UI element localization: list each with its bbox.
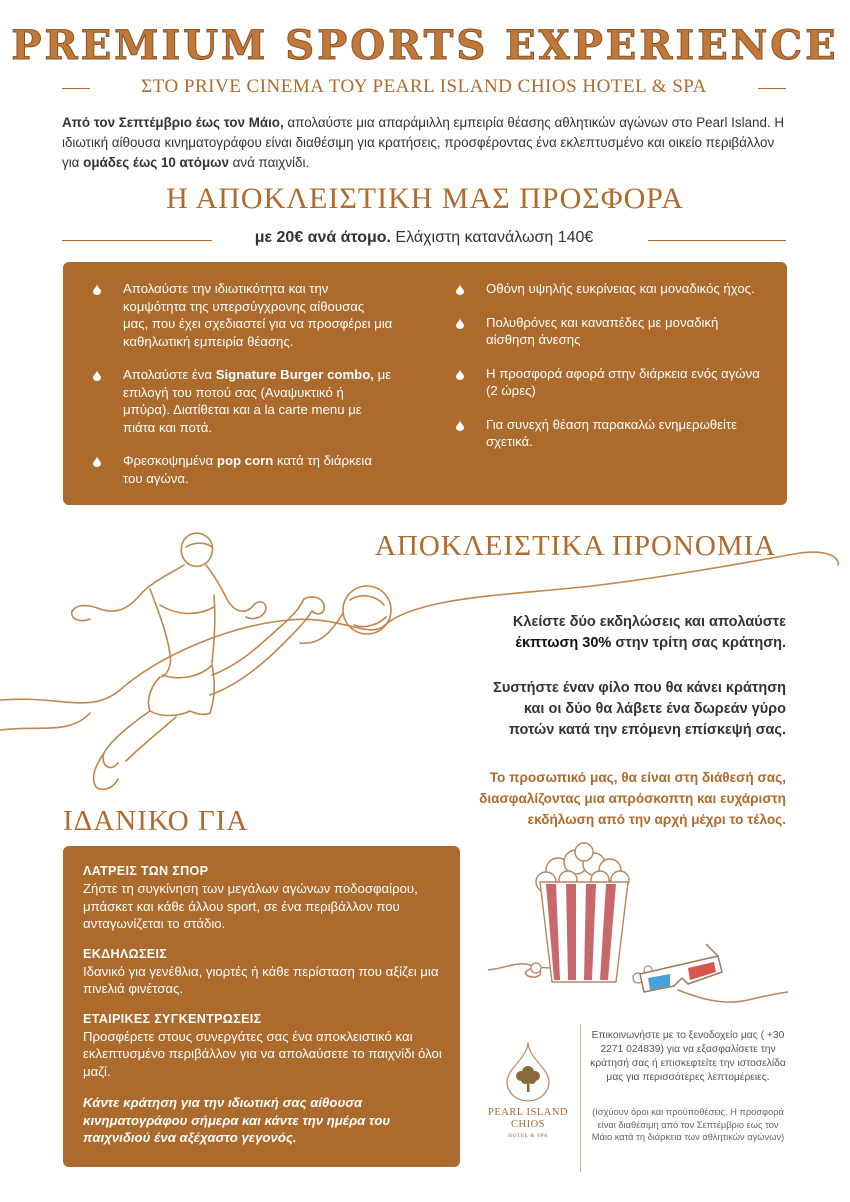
intro-bold-1: Από τον Σεπτέμβριο έως τον Μάιο, [62,115,284,130]
ideal-box [63,846,460,1167]
price-banner [62,228,786,252]
logo-name-line2: CHIOS [510,1119,545,1130]
offer-item-text: (2 ώρες) [486,383,536,398]
logo-name-line1: PEARL ISLAND [488,1107,568,1118]
contact-text: Επικοινωνήστε με το ξενοδοχείο μας ( +30 2271 024839) για να εξασφαλίσετε την κράτησή σας ή επισκεφτείτε την ιστοσελίδα μας για περισσότερες λεπτομέρειες. [590,1030,786,1083]
ideal-block-title: ΕΚΔΗΛΩΣΕΙΣ [83,946,168,961]
subtitle-rule-right [758,88,786,89]
ideal-block-events [83,947,443,998]
footer-divider [580,1024,581,1172]
price-rule-right [648,240,786,241]
terms-text: (Ισχύουν όροι και προϋποθέσεις. Η προσφορά είναι διαθέσιμη από τον Σεπτέμβριο έως τον Μάιο κατά τη διάρκεια των αθλητικών αγώνων) [591,1107,785,1142]
offer-item-text: Απολαύστε την ιδιωτικότητα και την κομψότητα της υπερσύγχρονης αίθουσας μας, που έχει σχεδιαστεί για να προσφέρει μια καθηλωτική εμπειρία θέασης. [123,281,393,349]
privilege-line: και οι δύο θα λάβετε ένα δωρεάν γύρο [523,701,786,717]
privileges-heading: ΑΠΟΚΛΕΙΣΤΙΚΑ ΠΡΟΝΟΜΙΑ [375,530,777,562]
offer-item-text: Για συνεχή θέαση παρακαλώ ενημερωθείτε σχετικά. [486,416,738,449]
ideal-block-corporate [83,1012,443,1081]
ideal-block-sports [83,864,443,933]
offer-item [93,280,393,350]
pearl-tree-icon [503,1040,553,1102]
offer-item [456,365,762,400]
ideal-block-text: Ιδανικό για γενέθλια, γιορτές ή κάθε περίσταση που αξίζει μια πινελιά φινέτσας. [83,963,439,996]
page-title: PREMIUM SPORTS EXPERIENCE [11,22,839,69]
offer-right-column [456,280,762,467]
offer-item-text: Οθόνη υψηλής ευκρίνειας και μοναδικός ήχος. [486,281,755,296]
ideal-block-text: Ζήστε τη συγκίνηση των μεγάλων αγώνων ποδοσφαίρου, μπάσκετ και κάθε άλλου sport, σε ένα περιβάλλον που ανταγωνίζεται το στάδιο. [83,881,418,931]
price-bold: με 20€ ανά άτομο. [254,229,391,246]
pearl-tree-logo [488,1040,568,1139]
subtitle: ΣΤΟ PRIVE CINEMA ΤΟΥ PEARL ISLAND CHIOS HOTEL & SPA [141,76,707,97]
intro-text-2: ανά παιχνίδι. [228,155,310,170]
offer-item [93,452,393,487]
privilege-line [430,633,786,654]
offer-item [456,314,762,349]
ideal-block-text: Προσφέρετε στους συνεργάτες σας ένα αποκλειστικό και εκλεπτυσμένο περιβάλλον για να απολαύσετε το παιχνίδι όλοι μαζί. [83,1028,442,1079]
drop-bullet-icon [456,369,464,380]
drop-bullet-icon [456,420,464,431]
offer-box [63,262,787,505]
offer-item-text: κατά τη διάρκεια του αγώνα. [123,453,372,486]
offer-item-bold: Signature Burger combo, [215,367,374,382]
privilege-discount [430,612,786,654]
privilege-line: ποτών κατά την επόμενη επίσκεψή σας. [508,722,786,738]
drop-bullet-icon [93,456,101,467]
offer-item [93,366,393,436]
offer-item-text: Πολυθρόνες και καναπέδες με μοναδική αίσθηση άνεσης [486,314,719,347]
drop-bullet-icon [93,284,101,295]
offer-heading: Η ΑΠΟΚΛΕΙΣΤΙΚΗ ΜΑΣ ΠΡΟΣΦΟΡΑ [166,182,684,215]
ideal-block-title: ΛΑΤΡΕΙΣ ΤΩΝ ΣΠΟΡ [83,864,209,878]
offer-item-text: με επιλογή του ποτού σας (Αναψυκτικό ή μπύρα). Διατίθεται και a la carte menu με πιάτα και ποτά. [123,367,392,435]
intro-paragraph [62,113,790,173]
intro-text-1: απολαύστε μια απαράμιλλη εμπειρία θέασης αθλητικών αγώνων στο Pearl Island. Η ιδιωτική αίθουσα κινηματογράφου είναι διαθέσιμη για κρατήσεις, προσφέροντας ένα εκλεπτυσμένο και οικείο περιβάλλον για [62,115,785,170]
privilege-line: Συστήστε έναν φίλο που θα κάνει κράτηση [493,680,786,696]
privilege-line: Κλείστε δύο εκδηλώσεις και απολαύστε [512,614,786,630]
intro-bold-2: ομάδες έως 10 ατόμων [83,155,229,170]
ideal-content [83,864,443,1147]
privilege-staff [400,767,786,830]
logo-name-line3: HOTEL & SPA [508,1133,548,1139]
privilege-text: στην τρίτη σας κράτηση. [611,635,786,651]
subtitle-banner [62,76,786,102]
offer-item [456,280,762,298]
drop-bullet-icon [456,284,464,295]
offer-left-column [93,280,393,503]
ideal-block-title: ΕΤΑΙΡΙΚΕΣ ΣΥΓΚΕΝΤΡΩΣΕΙΣ [83,1011,262,1026]
privilege-bold: έκπτωση 30% [515,635,612,651]
price-line [62,229,786,247]
privilege-line: Το προσωπικό μας, θα είναι στη διάθεσή σας, [489,770,786,785]
ideal-heading: ΙΔΑΝΙΚΟ ΓΙΑ [63,805,249,837]
offer-item-bold: pop corn [216,453,274,468]
drop-bullet-icon [456,318,464,329]
price-rest: Ελάχιστη κατανάλωση 140€ [390,229,594,246]
offer-item-text: Η προσφορά αφορά στην διάρκεια ενός αγώνα [486,365,760,381]
offer-item-text: Φρεσκοψημένα [123,453,217,468]
privilege-line: διασφαλίζοντας μια απρόσκοπτη και ευχάριστη [479,791,786,806]
privilege-line: εκδήλωση από την αρχή μέχρι το τέλος. [527,812,786,827]
offer-item [456,416,762,451]
privilege-referral [430,678,786,741]
booking-cta: Κάντε κράτηση για την ιδιωτική σας αίθουσα κινηματογράφου σήμερα και κάντε την ημέρα του παιχνιδιού ένα αξέχαστο γεγονός. [83,1095,391,1145]
offer-item-text: Απολαύστε ένα [123,367,216,382]
drop-bullet-icon [93,370,101,381]
3d-glasses-icon [636,940,726,1010]
